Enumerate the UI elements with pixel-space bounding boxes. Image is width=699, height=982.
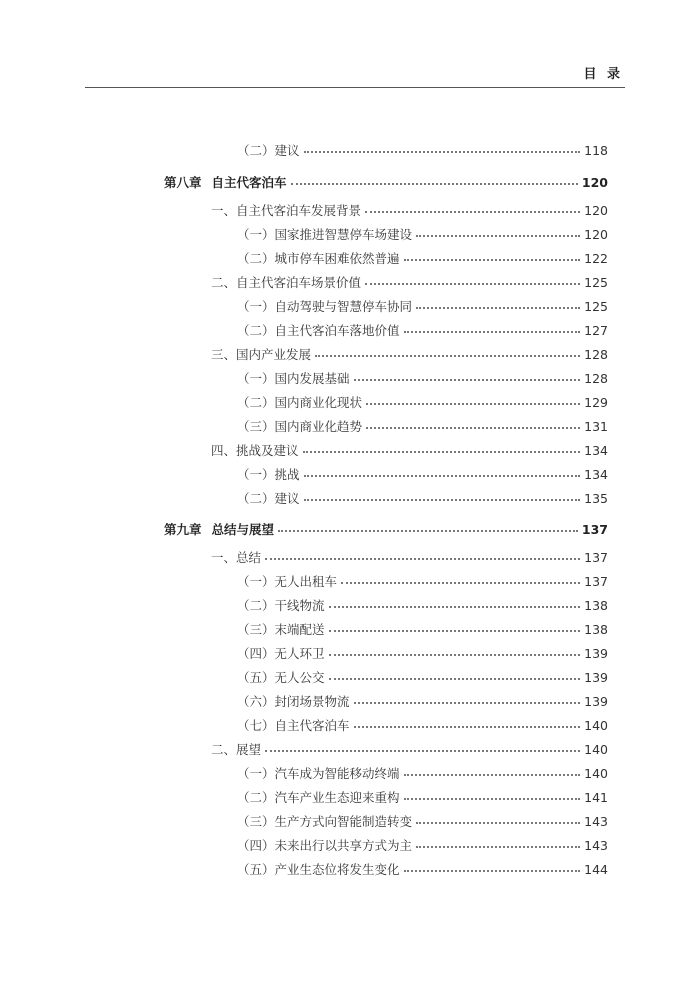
dot-leader: [329, 653, 580, 656]
toc-page-number: 137: [584, 549, 608, 565]
toc-page-number: 139: [584, 645, 608, 661]
toc-page-number: 131: [584, 418, 608, 434]
toc-entry-title: （二）建议: [237, 491, 300, 506]
dot-leader: [354, 378, 580, 381]
toc-section-entry[interactable]: [211, 547, 608, 567]
toc-entry-title: （六）封闭场景物流: [237, 694, 350, 709]
toc-entry[interactable]: [237, 320, 608, 340]
toc-page-number: 127: [584, 322, 608, 338]
dot-leader: [329, 629, 580, 632]
dot-leader: [404, 773, 580, 776]
dot-leader: [366, 426, 580, 429]
dot-leader: [354, 725, 580, 728]
dot-leader: [341, 581, 580, 584]
dot-leader: [304, 498, 580, 501]
dot-leader: [303, 450, 580, 453]
toc-page-number: 120: [584, 202, 608, 218]
toc-section-entry[interactable]: [211, 739, 608, 759]
toc-entry[interactable]: [237, 368, 608, 388]
toc-entry-title: （一）挑战: [237, 467, 300, 482]
toc-page-number: 140: [584, 717, 608, 733]
toc-page-number: 138: [584, 597, 608, 613]
toc-entry-title: （一）汽车成为智能移动终端: [237, 766, 400, 781]
toc-entry-title: 二、展望: [211, 742, 262, 757]
toc-section-entry[interactable]: [211, 200, 608, 220]
dot-leader: [265, 749, 580, 752]
dot-leader: [416, 845, 580, 848]
toc-entry-title: （二）城市停车困难依然普遍: [237, 251, 400, 266]
dot-leader: [304, 150, 580, 153]
toc-entry-title: 四、挑战及建议: [211, 443, 299, 458]
toc-page-number: 134: [584, 442, 608, 458]
toc-entry[interactable]: [237, 248, 608, 268]
dot-leader: [329, 605, 580, 608]
toc-page-number: 128: [584, 346, 608, 362]
toc-entry[interactable]: [237, 643, 608, 663]
toc-entry[interactable]: [237, 296, 608, 316]
toc-entry-title: （一）国家推进智慧停车场建设: [237, 227, 413, 242]
toc-entry-title: （三）国内商业化趋势: [237, 419, 363, 434]
toc-entry-title: （二）建议: [237, 143, 300, 158]
toc-entry-title: （五）无人公交: [237, 670, 325, 685]
header-title: 目 录: [583, 67, 623, 82]
toc-entry-title: （二）汽车产业生态迎来重构: [237, 790, 400, 805]
toc-entry[interactable]: [237, 691, 608, 711]
toc-page-number: 140: [584, 765, 608, 781]
toc-entry-title: （四）无人环卫: [237, 646, 325, 661]
toc-entry[interactable]: [237, 392, 608, 412]
toc-page-number: 143: [584, 837, 608, 853]
toc-page-number: 137: [584, 573, 608, 589]
toc-page-number: 134: [584, 466, 608, 482]
toc-chapter-entry[interactable]: [164, 519, 608, 539]
toc-page-number: 125: [584, 298, 608, 314]
dot-leader: [265, 557, 580, 560]
toc-entry[interactable]: [237, 488, 608, 508]
toc-entry[interactable]: [237, 595, 608, 615]
toc-page-number: 128: [584, 370, 608, 386]
toc-entry[interactable]: [237, 619, 608, 639]
dot-leader: [304, 474, 580, 477]
dot-leader: [404, 330, 580, 333]
toc-page-number: 139: [584, 669, 608, 685]
toc-entry-title: 三、国内产业发展: [211, 347, 312, 362]
toc-section-entry[interactable]: [211, 272, 608, 292]
toc-entry[interactable]: [237, 140, 608, 160]
toc-page-number: 129: [584, 394, 608, 410]
toc-page-number: 125: [584, 274, 608, 290]
toc-entry-title: （四）未来出行以共享方式为主: [237, 838, 413, 853]
dot-leader: [365, 210, 580, 213]
toc-entry-title: （五）产业生态位将发生变化: [237, 862, 400, 877]
dot-leader: [416, 821, 580, 824]
dot-leader: [365, 282, 580, 285]
toc-entry-title: （一）无人出租车: [237, 574, 338, 589]
toc-page-number: 118: [584, 142, 608, 158]
toc-section-entry[interactable]: [211, 440, 608, 460]
toc-page-number: 139: [584, 693, 608, 709]
toc-page-number: 144: [584, 861, 608, 877]
toc-page-number: 140: [584, 741, 608, 757]
dot-leader: [416, 306, 580, 309]
dot-leader: [278, 529, 578, 532]
dot-leader: [404, 797, 580, 800]
toc-entry-title: 自主代客泊车: [211, 175, 287, 190]
toc-entry[interactable]: [237, 571, 608, 591]
toc-entry-title: （二）干线物流: [237, 598, 325, 613]
dot-leader: [329, 677, 580, 680]
dot-leader: [404, 258, 580, 261]
toc-entry[interactable]: [237, 416, 608, 436]
dot-leader: [404, 869, 580, 872]
toc-page-number: 135: [584, 490, 608, 506]
dot-leader: [315, 354, 580, 357]
toc-entry[interactable]: [237, 835, 608, 855]
toc-entry[interactable]: [237, 787, 608, 807]
dot-leader: [416, 234, 580, 237]
dot-leader: [354, 701, 580, 704]
toc-page-number: 141: [584, 789, 608, 805]
toc-page-number: 122: [584, 250, 608, 266]
chapter-number: 第八章: [164, 175, 202, 190]
toc-entry-title: 二、自主代客泊车场景价值: [211, 275, 362, 290]
toc-entry[interactable]: [237, 811, 608, 831]
toc-entry[interactable]: [237, 667, 608, 687]
toc-entry-title: （三）生产方式向智能制造转变: [237, 814, 413, 829]
toc-entry-title: （七）自主代客泊车: [237, 718, 350, 733]
toc-page-number: 120: [584, 226, 608, 242]
dot-leader: [366, 402, 580, 405]
toc-entry-title: （二）自主代客泊车落地价值: [237, 323, 400, 338]
chapter-number: 第九章: [164, 522, 202, 537]
toc-entry[interactable]: [237, 763, 608, 783]
toc-entry[interactable]: [237, 715, 608, 735]
toc-entry-title: 总结与展望: [211, 522, 275, 537]
toc-page-number: 137: [581, 521, 608, 537]
toc-entry-title: 一、总结: [211, 550, 262, 565]
toc-page-number: 138: [584, 621, 608, 637]
dot-leader: [291, 182, 578, 185]
toc-entry[interactable]: [237, 224, 608, 244]
toc-page-number: 120: [581, 174, 608, 190]
toc-entry[interactable]: [237, 859, 608, 879]
toc-entry-title: （三）末端配送: [237, 622, 325, 637]
toc-page-number: 143: [584, 813, 608, 829]
toc-entry-title: （一）自动驾驶与智慧停车协同: [237, 299, 413, 314]
toc-entry-title: （二）国内商业化现状: [237, 395, 363, 410]
toc-entry-title: 一、自主代客泊车发展背景: [211, 203, 362, 218]
toc-chapter-entry[interactable]: [164, 172, 608, 192]
toc-entry-title: （一）国内发展基础: [237, 371, 350, 386]
toc-section-entry[interactable]: [211, 344, 608, 364]
toc-entry[interactable]: [237, 464, 608, 484]
